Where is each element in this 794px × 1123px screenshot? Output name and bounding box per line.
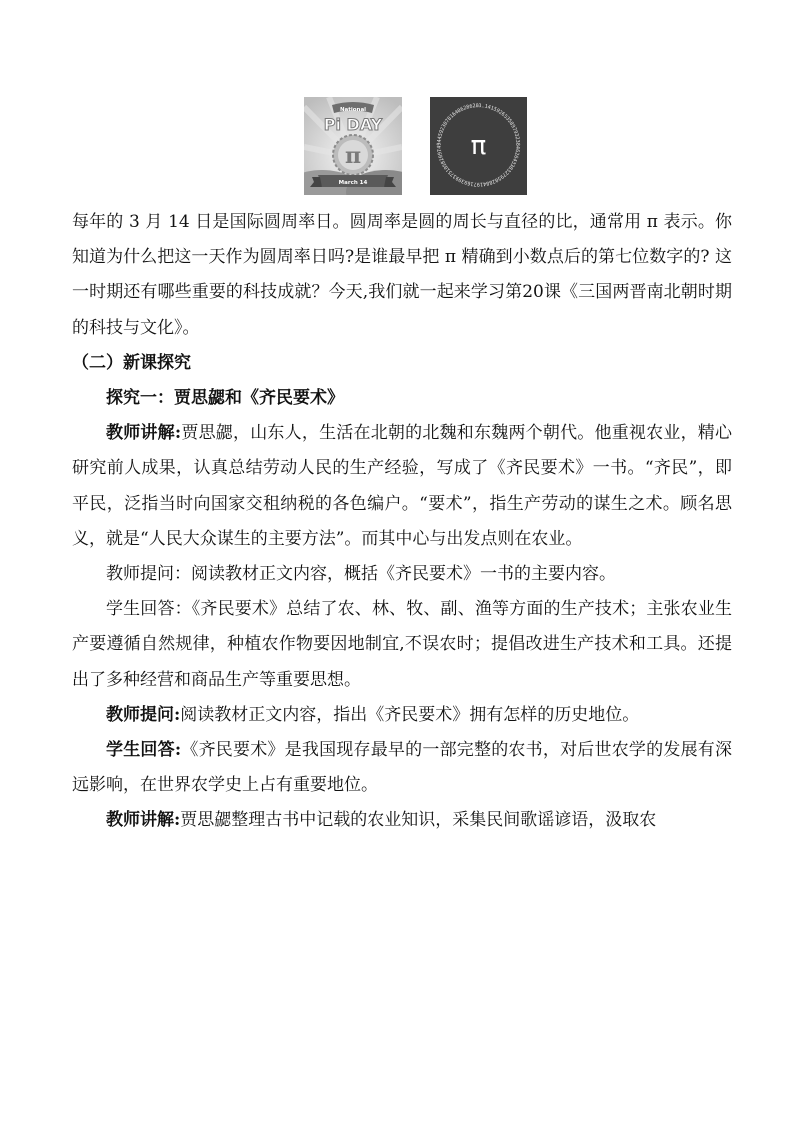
badge-main-text: Pi DAY <box>323 115 383 134</box>
teacher-explain-text-2: 贾思勰整理古书中记载的农业知识，采集民间歌谣谚语，汲取农 <box>180 810 657 831</box>
student-answer-paragraph-2 <box>72 733 732 803</box>
teacher-explain-label-2: 教师讲解: <box>106 810 181 831</box>
teacher-explain-label: 教师讲解: <box>106 423 182 444</box>
teacher-explain-paragraph-2 <box>72 803 732 838</box>
badge-top-text: National <box>339 107 367 113</box>
document-body <box>72 205 732 839</box>
pi-digits-image <box>430 97 527 195</box>
badge-pi-symbol: π <box>344 143 362 169</box>
pi-digits-text: 3.14159265358979323846264338327950288419716939937510582097494459230781640628620 <box>436 102 521 188</box>
teacher-explain-text: 贾思勰，山东人，生活在北朝的北魏和东魏两个朝代。他重视农业，精心研究前人成果，认真总结劳动人民的生产经验，写成了《齐民要术》一书。“齐民”，即平民，泛指当时向国家交租纳税的各色编户。“要术”，指生产劳动的谋生之术。顾名思义，就是“人民大众谋生的主要方法”。而其中心与出发点则在农业。 <box>72 423 733 549</box>
pi-day-badge-image <box>304 97 402 195</box>
pi-digits-circle-icon <box>430 97 527 195</box>
header-images <box>304 97 528 197</box>
student-answer-paragraph-1: 学生回答：《齐民要术》总结了农、林、牧、副、渔等方面的生产技术；主张农业生产要遵循自然规律，种植农作物要因地制宜,不误农时；提倡改进生产技术和工具。还提出了多种经营和商品生产等重要思想。 <box>72 599 732 690</box>
teacher-question-paragraph-2 <box>72 698 732 733</box>
explore-heading: 探究一：贾思勰和《齐民要术》 <box>106 388 344 409</box>
student-answer-label: 学生回答: <box>106 740 182 761</box>
student-answer-text: 《齐民要术》是我国现存最早的一部完整的农书，对后世农学的发展有深远影响，在世界农学史上占有重要地位。 <box>72 740 733 796</box>
badge-bottom-text: March 14 <box>338 180 368 186</box>
teacher-explain-paragraph-1 <box>72 416 732 557</box>
section-heading: （二）新课探究 <box>72 352 191 373</box>
pi-center-symbol: π <box>470 131 487 161</box>
teacher-question-paragraph-1: 教师提问：阅读教材正文内容，概括《齐民要术》一书的主要内容。 <box>106 564 616 585</box>
teacher-question-text: 阅读教材正文内容，指出《齐民要术》拥有怎样的历史地位。 <box>180 704 640 725</box>
teacher-question-label: 教师提问: <box>106 704 181 725</box>
intro-paragraph: 每年的 3 月 14 日是国际圆周率日。圆周率是圆的周长与直径的比，通常用 π 表示。你知道为什么把这一天作为圆周率日吗?是谁最早把 π 精确到小数点后的第七位数字的? 这一时期还有哪些重要的科技成就？今天,我们就一起来学习第20课《三国两晋南北朝时期的科技与文化》。 <box>72 212 732 338</box>
pi-day-badge-icon <box>304 97 402 195</box>
